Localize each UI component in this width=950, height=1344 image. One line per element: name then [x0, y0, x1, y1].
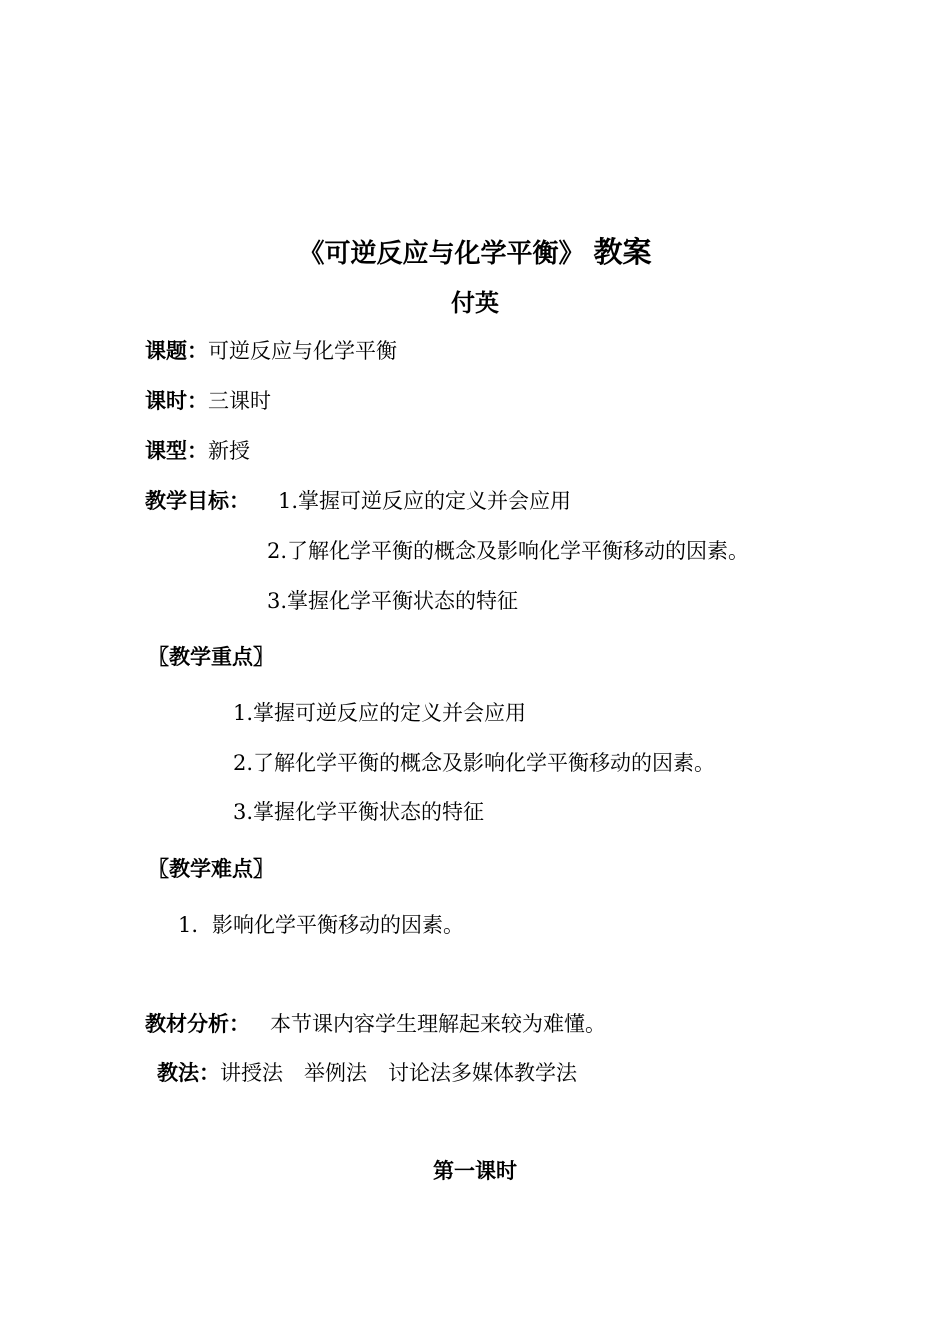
- topic-label: 课题：: [145, 339, 208, 363]
- document-title: [0, 236, 950, 270]
- key-point-item: 2.了解化学平衡的概念及影响化学平衡移动的因素。: [233, 751, 716, 775]
- material-label: 教材分析：: [145, 1012, 250, 1036]
- hours-label: 课时：: [145, 389, 208, 413]
- hours-value: 三课时: [208, 389, 271, 413]
- difficulty-text: 影响化学平衡移动的因素。: [212, 913, 465, 937]
- goal-item: 1.掌握可逆反应的定义并会应用: [278, 489, 572, 513]
- type-row: [145, 437, 250, 465]
- goal-item: 2.了解化学平衡的概念及影响化学平衡移动的因素。: [267, 539, 750, 563]
- difficulty-number: 1.: [178, 913, 199, 937]
- goal-item: 3.掌握化学平衡状态的特征: [267, 589, 519, 613]
- topic-row: [145, 337, 397, 365]
- document-author: 付英: [451, 289, 499, 317]
- methods-row: [157, 1059, 577, 1087]
- key-point-item: 1.掌握可逆反应的定义并会应用: [233, 701, 527, 725]
- type-label: 课型：: [145, 439, 208, 463]
- hours-row: [145, 387, 271, 415]
- topic-value: 可逆反应与化学平衡: [208, 339, 397, 363]
- lesson-title: 第一课时: [433, 1159, 517, 1183]
- title-tail-text: 教案: [593, 235, 652, 269]
- material-value: 本节课内容学生理解起来较为难懂。: [270, 1012, 606, 1036]
- difficulty-item: [178, 911, 464, 939]
- type-value: 新授: [208, 439, 250, 463]
- methods-label: 教法：: [157, 1061, 220, 1085]
- key-point-item: 3.掌握化学平衡状态的特征: [233, 800, 485, 824]
- goals-label: 教学目标：: [145, 489, 250, 513]
- key-points-heading: 〖教学重点〗: [148, 645, 274, 669]
- material-row: [145, 1010, 606, 1038]
- title-main-text: 《可逆反应与化学平衡》: [298, 239, 585, 269]
- difficulties-heading: 〖教学难点〗: [148, 857, 274, 881]
- methods-value: 讲授法 举例法 讨论法多媒体教学法: [220, 1061, 577, 1085]
